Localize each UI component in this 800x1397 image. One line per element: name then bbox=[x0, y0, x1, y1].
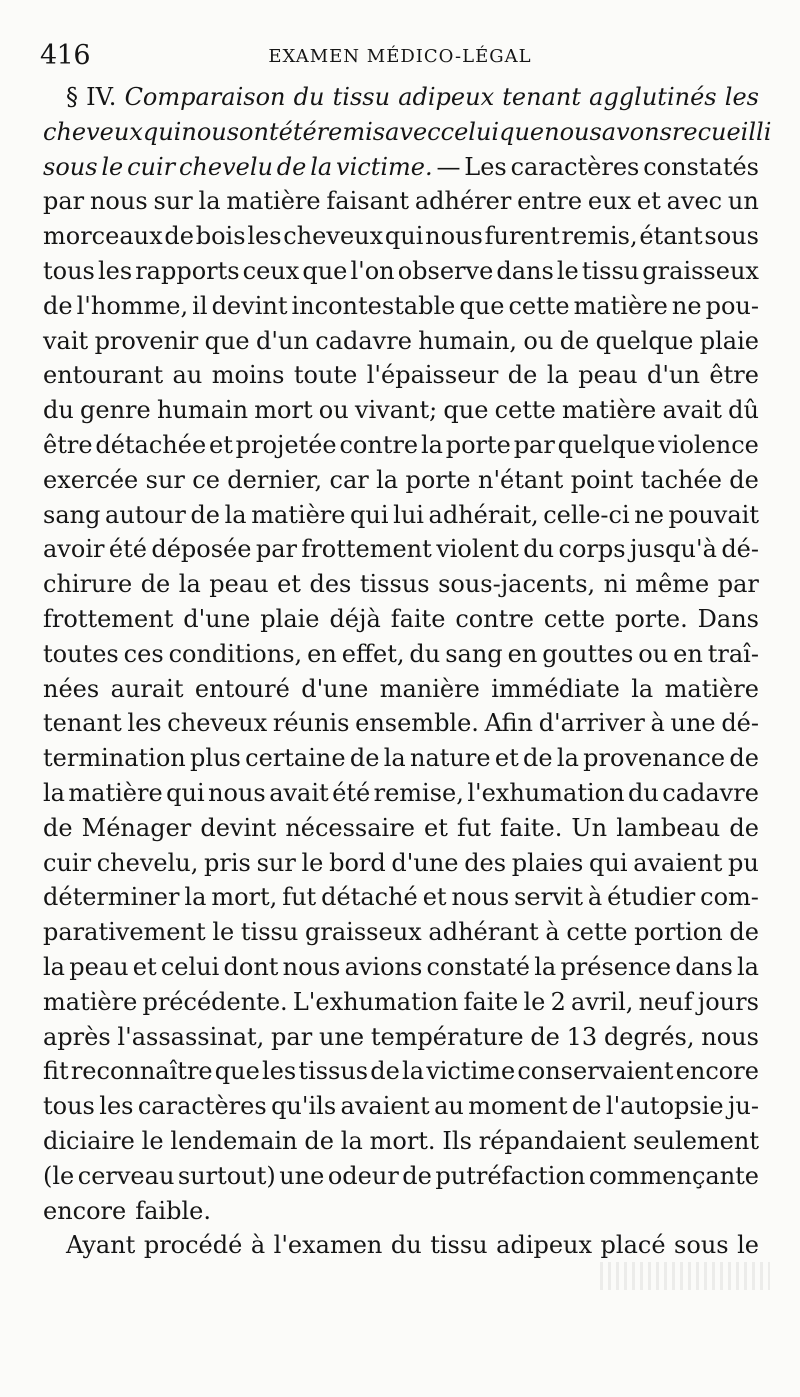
text-line: vait provenir que d'un cadavre humain, ou de quelque plaie bbox=[43, 326, 759, 355]
text-line: de l'homme, il devint incontestable que cette matière ne pou- bbox=[43, 291, 759, 320]
text-line: par nous sur la matière faisant adhérer entre eux et avec un bbox=[43, 187, 759, 216]
text-line: parativement le tissu graisseux adhérant à cette portion de bbox=[43, 918, 759, 947]
text-line: § IV. Comparaison du tissu adipeux tenant agglutinés les bbox=[66, 83, 759, 111]
text-line: tous les rapports ceux que l'on observe dans le tissu graisseux bbox=[43, 256, 759, 285]
text-line: sous le cuir chevelu de la victime. — Les caractères constatés bbox=[43, 152, 759, 181]
text-line: toutes ces conditions, en effet, du sang en gouttes ou en traî- bbox=[43, 639, 759, 668]
text-line: entourant au moins toute l'épaisseur de la peau d'un être bbox=[43, 361, 759, 390]
page-header bbox=[40, 36, 760, 72]
text-line: cuir chevelu, pris sur le bord d'une des plaies qui avaient pu bbox=[43, 848, 759, 877]
text-line: encore faible. bbox=[43, 1196, 211, 1225]
text-line: chirure de la peau et des tissus sous-jacents, ni même par bbox=[43, 570, 759, 599]
text-line: tenant les cheveux réunis ensemble. Afin d'arriver à une dé- bbox=[43, 709, 759, 738]
body-text bbox=[43, 80, 772, 1263]
text-line: sang autour de la matière qui lui adhérait, celle-ci ne pouvait bbox=[43, 500, 759, 529]
text-line: être détachée et projetée contre la porte par quelque violence bbox=[43, 430, 759, 459]
text-line: la peau et celui dont nous avions constaté la présence dans la bbox=[43, 952, 759, 981]
text-line: (le cerveau surtout) une odeur de putréfaction commençante bbox=[43, 1161, 759, 1190]
running-head: EXAMEN MÉDICO-LÉGAL bbox=[268, 46, 532, 67]
text-line: cheveux qui nous ont été remis avec celui que nous avons recueilli bbox=[43, 117, 772, 146]
text-line: nées aurait entouré d'une manière immédiate la matière bbox=[43, 674, 759, 703]
text-line: la matière qui nous avait été remise, l'exhumation du cadavre bbox=[43, 778, 759, 807]
text-line: déterminer la mort, fut détaché et nous servit à étudier com- bbox=[43, 883, 759, 912]
text-line: exercée sur ce dernier, car la porte n'étant point tachée de bbox=[43, 465, 759, 494]
text-line: morceaux de bois les cheveux qui nous furent remis, étant sous bbox=[43, 222, 759, 251]
text-line: de Ménager devint nécessaire et fut faite. Un lambeau de bbox=[43, 813, 759, 842]
text-line: matière précédente. L'exhumation faite le 2 avril, neuf jours bbox=[43, 987, 759, 1016]
text-line: diciaire le lendemain de la mort. Ils répandaient seulement bbox=[43, 1126, 759, 1155]
bleed-through-texture bbox=[600, 1262, 770, 1290]
text-line: avoir été déposée par frottement violent du corps jusqu'à dé- bbox=[43, 535, 759, 564]
text-line: termination plus certaine de la nature et de la provenance de bbox=[43, 744, 759, 773]
text-line: tous les caractères qu'ils avaient au moment de l'autopsie ju- bbox=[43, 1092, 759, 1121]
text-line: Ayant procédé à l'examen du tissu adipeux placé sous le bbox=[66, 1231, 759, 1260]
text-line: fit reconnaître que les tissus de la victime conservaient encore bbox=[43, 1057, 759, 1086]
page-number: 416 bbox=[40, 40, 91, 71]
text-line: du genre humain mort ou vivant; que cette matière avait dû bbox=[43, 396, 759, 425]
text-line: après l'assassinat, par une température de 13 degrés, nous bbox=[43, 1022, 759, 1051]
text-line: frottement d'une plaie déjà faite contre cette porte. Dans bbox=[43, 604, 759, 633]
